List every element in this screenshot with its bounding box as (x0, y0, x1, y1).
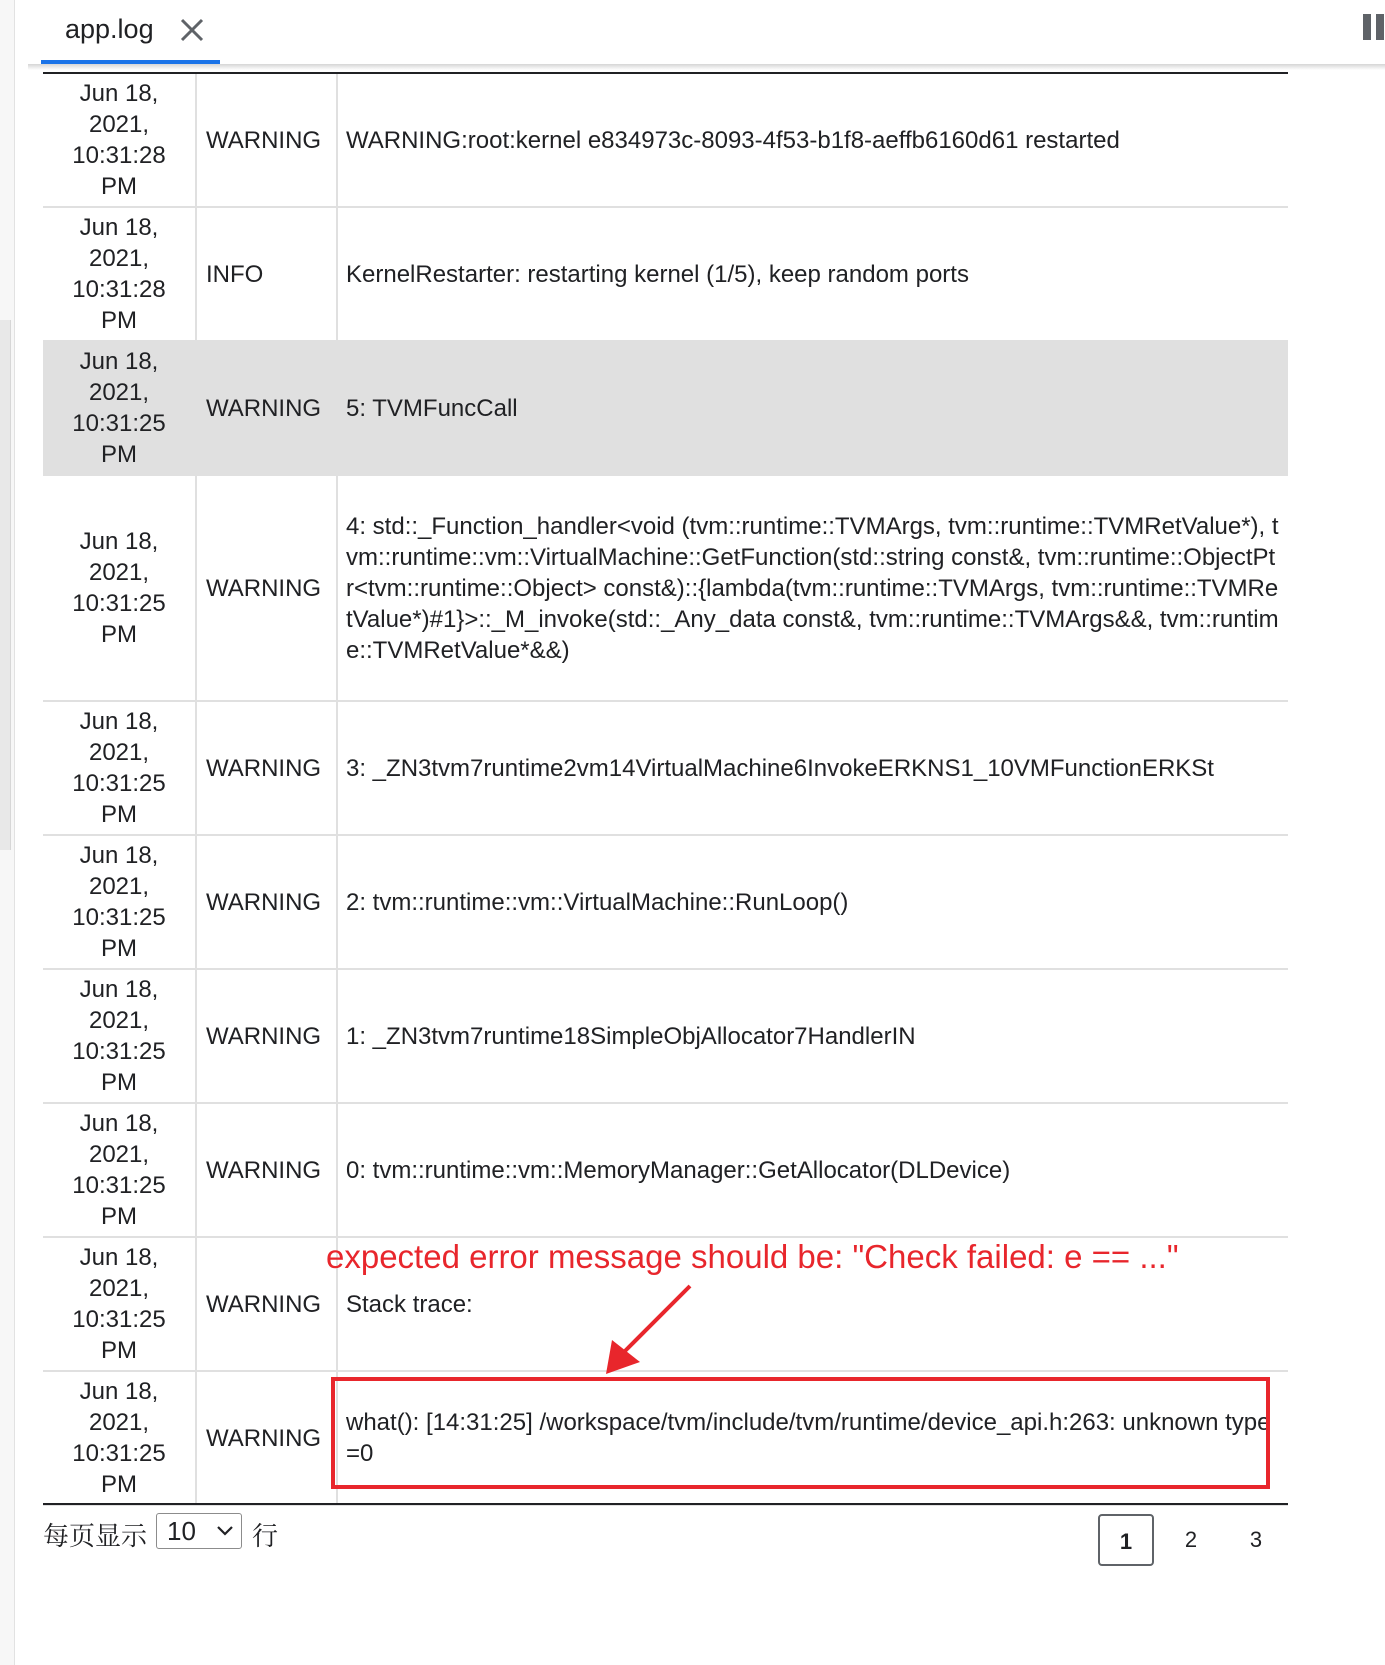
log-message: 5: TVMFuncCall (346, 394, 518, 422)
log-message: KernelRestarter: restarting kernel (1/5), keep random ports (346, 260, 969, 288)
log-date: Jun 18, 2021, 10:31:25 PM (72, 528, 166, 648)
left-gutter (0, 0, 15, 1665)
log-message: 2: tvm::runtime::vm::VirtualMachine::RunLoop() (346, 888, 849, 916)
log-date-cell (43, 836, 197, 968)
log-level: WARNING (197, 836, 338, 968)
log-date-cell (43, 208, 197, 340)
log-level: WARNING (197, 1372, 338, 1504)
log-level: WARNING (197, 702, 338, 834)
log-date-cell (43, 74, 197, 206)
log-level: WARNING (197, 1104, 338, 1236)
log-date-cell (43, 342, 197, 474)
log-date-cell (43, 1104, 197, 1236)
log-date: Jun 18, 2021, 10:31:25 PM (72, 1244, 166, 1364)
log-message: 0: tvm::runtime::vm::MemoryManager::GetAllocator(DLDevice) (346, 1156, 1011, 1184)
log-level: WARNING (197, 476, 338, 700)
table-bottom-rule (43, 1503, 1288, 1505)
rows-per-page-value: 10 (167, 1516, 196, 1546)
log-row[interactable] (43, 836, 1288, 970)
log-message: 1: _ZN3tvm7runtime18SimpleObjAllocator7HandlerIN (346, 1022, 916, 1050)
log-date-cell (43, 1238, 197, 1370)
log-level: WARNING (197, 970, 338, 1102)
log-row[interactable] (43, 1104, 1288, 1238)
log-level: WARNING (197, 342, 338, 474)
log-date: Jun 18, 2021, 10:31:28 PM (72, 80, 166, 200)
log-message: what(): [14:31:25] /workspace/tvm/include/tvm/runtime/device_api.h:263: unknown type =0 (346, 1409, 1271, 1467)
log-row[interactable] (43, 702, 1288, 836)
tab-app-log[interactable] (41, 0, 220, 64)
log-level: INFO (197, 208, 338, 340)
log-row[interactable] (43, 74, 1288, 208)
tab-bar-shadow (28, 64, 1385, 70)
annotation-text: expected error message should be: "Check failed: e == ..." (326, 1238, 1179, 1275)
rows-per-page-select[interactable] (156, 1513, 242, 1549)
log-date-cell (43, 476, 197, 700)
rows-per-page-suffix: 行 (252, 1521, 279, 1551)
gutter-scroll-mark (0, 320, 11, 850)
tab-label: app.log (65, 14, 154, 44)
log-date-cell (43, 702, 197, 834)
log-date-cell (43, 1372, 197, 1504)
log-message: WARNING:root:kernel e834973c-8093-4f53-b1f8-aeffb6160d61 restarted (346, 126, 1120, 154)
log-date: Jun 18, 2021, 10:31:25 PM (72, 708, 166, 828)
chevron-down-icon (216, 1523, 234, 1539)
log-date: Jun 18, 2021, 10:31:28 PM (72, 214, 166, 334)
panel-toggle-icon[interactable] (1363, 14, 1385, 40)
log-message: 4: std::_Function_handler<void (tvm::runtime::TVMArgs, tvm::runtime::TVMRetValue*), tvm::runtime::vm::VirtualMachine::GetFunction(std::string const&, tvm::runtime::ObjectPtr<tvm::runtime::Object> const&)::{lambda(tvm::runtime::TVMArgs, tvm::runtime::TVMRetValue*)#1}>::_M_invoke(std::_Any_data const&, tvm::runtime::TVMArgs&&, tvm::runtime::TVMRetValue*&&) (346, 512, 1279, 664)
page-button-3[interactable]: 3 (1249, 1527, 1263, 1552)
log-row[interactable] (43, 970, 1288, 1104)
tab-bar (28, 0, 1385, 64)
annotation-highlight-box (331, 1377, 1270, 1489)
close-icon[interactable] (174, 12, 210, 48)
log-date: Jun 18, 2021, 10:31:25 PM (72, 348, 166, 468)
page-button-1[interactable]: 1 (1098, 1514, 1154, 1566)
log-date: Jun 18, 2021, 10:31:25 PM (72, 842, 166, 962)
table-footer (43, 1510, 1288, 1570)
log-message: Stack trace: (346, 1290, 473, 1318)
log-row[interactable] (43, 208, 1288, 342)
rows-per-page-label: 每页显示 (43, 1521, 148, 1551)
annotation-arrow (600, 1282, 700, 1380)
log-level: WARNING (197, 1238, 338, 1370)
log-row[interactable] (43, 342, 1288, 476)
log-message: 3: _ZN3tvm7runtime2vm14VirtualMachine6InvokeERKNS1_10VMFunctionERKSt (346, 754, 1214, 782)
log-date: Jun 18, 2021, 10:31:25 PM (72, 1378, 166, 1498)
log-date: Jun 18, 2021, 10:31:25 PM (72, 1110, 166, 1230)
log-level: WARNING (197, 74, 338, 206)
log-row[interactable] (43, 476, 1288, 702)
log-date-cell (43, 970, 197, 1102)
page-button-2[interactable]: 2 (1184, 1527, 1198, 1552)
log-date: Jun 18, 2021, 10:31:25 PM (72, 976, 166, 1096)
